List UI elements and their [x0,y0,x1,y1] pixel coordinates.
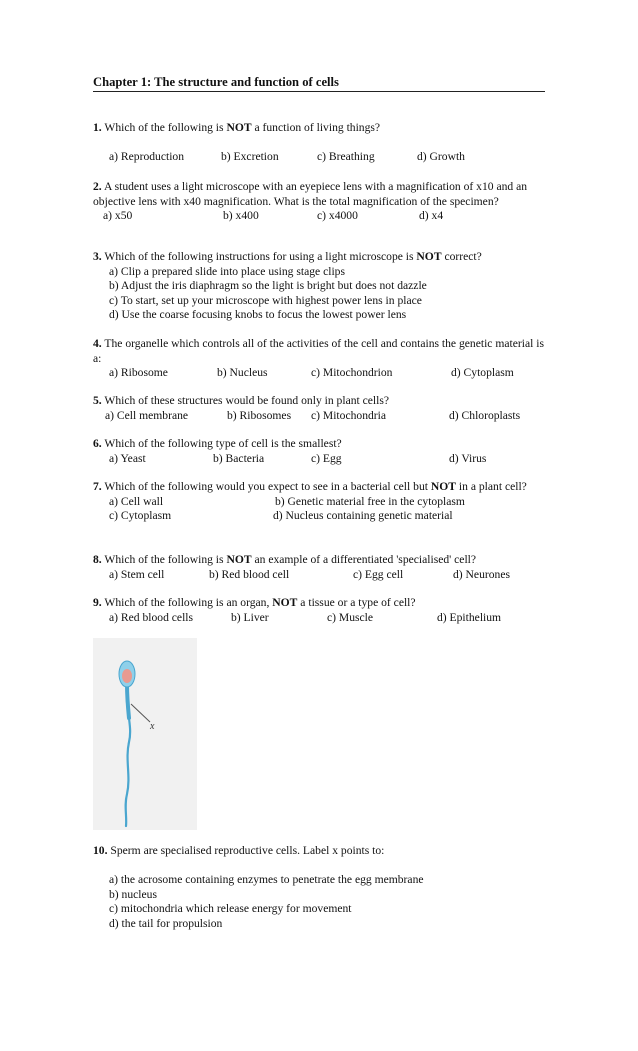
question-stem: 8. Which of the following is NOT an example of a differentiated 'specialised' cell? [93,553,477,566]
option-b[interactable]: b) Adjust the iris diaphragm so the light is bright but does not dazzle [109,279,427,293]
option-d[interactable]: d) Epithelium [437,610,502,624]
question-3 [93,250,553,323]
question-5 [93,394,553,423]
question-number: 5. [93,394,102,407]
option-a[interactable]: a) Ribosome [109,366,168,380]
question-4 [93,337,553,381]
options-row [93,409,553,424]
option-c[interactable]: c) Muscle [327,610,374,624]
option-a[interactable]: a) the acrosome containing enzymes to penetrate the egg membrane [109,873,424,887]
question-8 [93,553,553,582]
option-d[interactable]: d) the tail for propulsion [109,916,223,930]
option-b[interactable]: b) Liver [231,610,269,624]
question-number: 4. [93,337,102,350]
options-row [93,509,553,524]
question-stem: 3. Which of the following instructions for using a light microscope is NOT correct? [93,250,482,263]
emphasis-not: NOT [226,553,252,566]
option-a[interactable]: a) Cell wall [109,494,164,508]
option-c[interactable]: c) Egg [311,451,342,465]
question-stem: 7. Which of the following would you expect to see in a bacterial cell but NOT in a plant cell? [93,480,527,493]
question-stem: 2. A student uses a light microscope with an eyepiece lens with a magnification of x10 and an objective lens with x40 magnification. What is the total magnification of the specimen? [93,180,528,208]
option-c[interactable]: c) mitochondria which release energy for movement [109,902,352,916]
option-a[interactable]: a) Stem cell [109,567,165,581]
option-b[interactable]: b) Bacteria [213,451,265,465]
option-b[interactable]: b) Genetic material free in the cytoplasm [275,494,465,508]
option-b[interactable]: b) x400 [223,209,259,223]
question-stem: 4. The organelle which controls all of the activities of the cell and contains the genetic material is a: [93,337,544,365]
sperm-midpiece [127,684,129,718]
question-stem: 1. Which of the following is NOT a function of living things? [93,121,381,134]
question-number: 7. [93,480,102,493]
emphasis-not: NOT [226,121,252,134]
question-number: 9. [93,596,102,609]
question-stem: 9. Which of the following is an organ, NOT a tissue or a type of cell? [93,596,416,609]
options-row [93,452,553,467]
option-d[interactable]: d) x4 [419,209,444,223]
options-row [93,495,553,510]
option-a[interactable]: a) Clip a prepared slide into place using stage clips [109,264,345,278]
option-c[interactable]: c) Breathing [317,150,375,164]
question-number: 6. [93,437,102,450]
options-row [93,366,553,381]
question-10 [93,844,553,932]
emphasis-not: NOT [272,596,298,609]
option-d[interactable]: d) Neurones [453,567,510,581]
option-d[interactable]: d) Cytoplasm [451,366,514,380]
question-2 [93,180,553,224]
emphasis-not: NOT [430,480,456,493]
question-number: 3. [93,250,102,263]
label-x: x [150,721,155,732]
options-row [93,611,553,626]
option-a[interactable]: a) Yeast [109,451,146,465]
option-c[interactable]: c) Egg cell [353,567,404,581]
question-stem: 5. Which of these structures would be found only in plant cells? [93,394,390,407]
question-number: 8. [93,553,102,566]
option-c[interactable]: c) To start, set up your microscope with highest power lens in place [109,293,422,307]
options-row [93,568,553,583]
option-b[interactable]: b) Nucleus [217,366,268,380]
option-c[interactable]: c) Cytoplasm [109,509,172,523]
question-9 [93,596,553,625]
sperm-cell-diagram [93,638,197,830]
option-a[interactable]: a) x50 [103,209,133,223]
option-d[interactable]: d) Nucleus containing genetic material [273,509,453,523]
options-row [93,209,553,224]
option-d[interactable]: d) Virus [449,451,487,465]
figure-background [93,638,197,830]
question-number: 10. [93,844,108,857]
option-b[interactable]: b) Excretion [221,150,279,164]
option-b[interactable]: b) nucleus [109,887,157,901]
option-a[interactable]: a) Red blood cells [109,610,194,624]
emphasis-not: NOT [416,250,442,263]
chapter-title: Chapter 1: The structure and function of cells [93,74,545,92]
question-stem: 6. Which of the following type of cell is the smallest? [93,437,342,450]
option-a[interactable]: a) Reproduction [109,150,185,164]
option-b[interactable]: b) Ribosomes [227,408,292,422]
option-c[interactable]: c) Mitochondrion [311,366,393,380]
option-c[interactable]: c) x4000 [317,209,358,223]
option-c[interactable]: c) Mitochondria [311,408,387,422]
question-number: 1. [93,121,102,134]
question-7 [93,480,553,524]
question-6 [93,437,553,466]
option-d[interactable]: d) Use the coarse focusing knobs to focus the lowest power lens [109,308,407,322]
question-stem: 10. Sperm are specialised reproductive cells. Label x points to: [93,844,385,857]
sperm-nucleus [122,669,132,683]
option-d[interactable]: d) Chloroplasts [449,408,521,422]
option-b[interactable]: b) Red blood cell [209,567,290,581]
option-a[interactable]: a) Cell membrane [105,408,189,422]
question-number: 2. [93,180,102,193]
option-d[interactable]: d) Growth [417,150,465,164]
question-1 [93,121,553,165]
options-row [93,150,553,165]
